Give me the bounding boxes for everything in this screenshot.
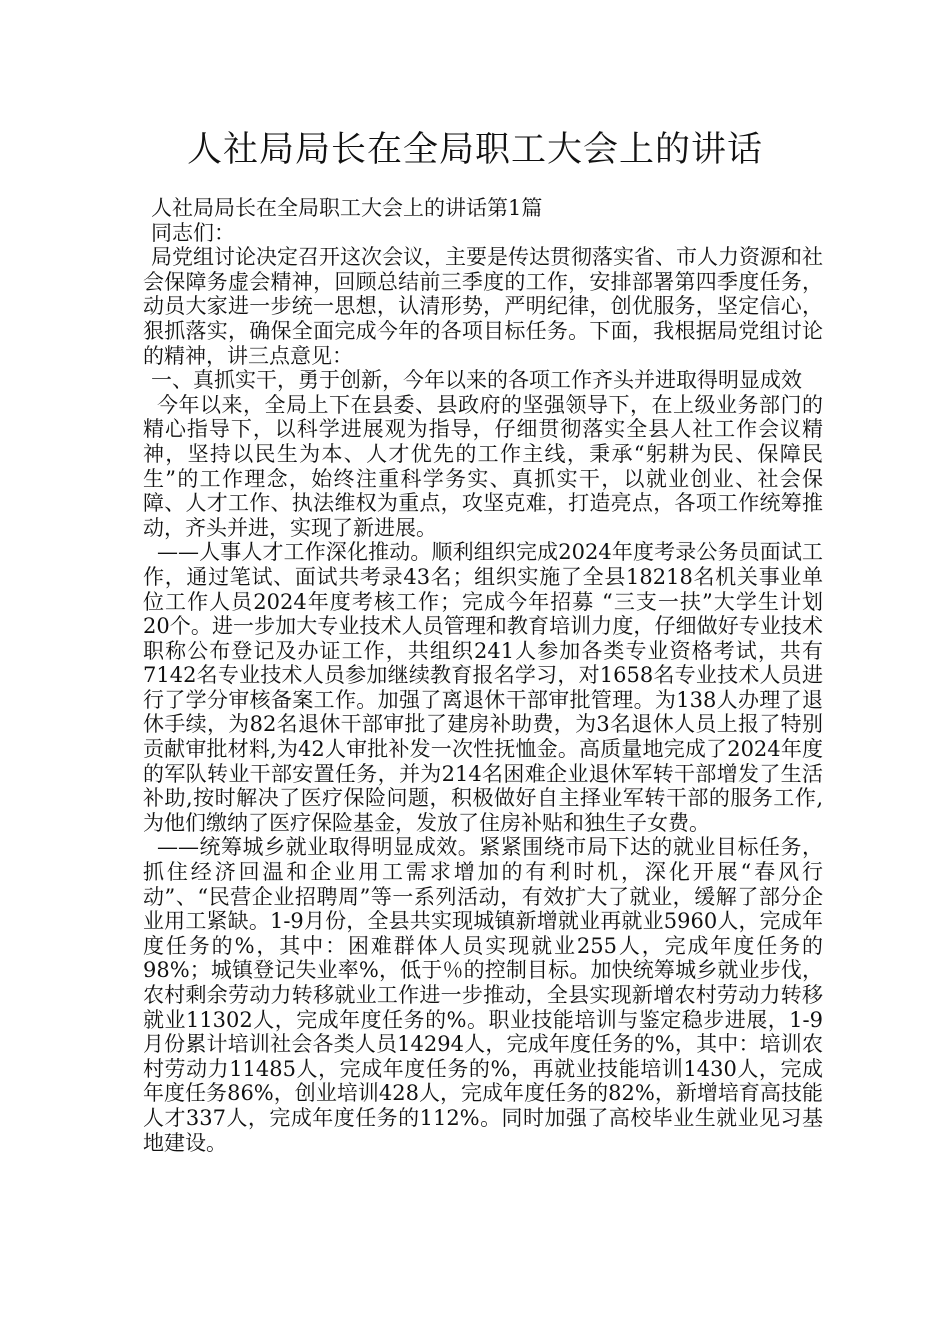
salutation: 同志们：	[151, 220, 235, 245]
heading-part-one: 一、真抓实干，勇于创新，今年以来的各项工作齐头并进取得明显成效	[151, 368, 802, 393]
document-body	[143, 196, 823, 1155]
paragraph-intro: 局党组讨论决定召开这次会议，主要是传达贯彻落实省、市人力资源和社会保障务虚会精神，回顾总结前三季度的工作，安排部署第四季度任务，动员大家进一步统一思想，认清形势，严明纪律，创优服务，坚定信心，狠抓落实，确保全面完成今年的各项目标任务。下面，我根据局党组讨论的精神，讲三点意见：	[143, 245, 823, 368]
paragraph-employment: ——统筹城乡就业取得明显成效。紧紧围绕市局下达的就业目标任务，抓住经济回温和企业用工需求增加的有利时机，深化开展“春风行动”、“民营企业招聘周”等一系列活动，有效扩大了就业，缓解了部分企业用工紧缺。1-9月份，全县共实现城镇新增就业再就业5960人，完成年度任务的%，其中：困难群体人员实现就业255人，完成年度任务的98%；城镇登记失业率%，低于％的控制目标。加快统筹城乡就业步伐，农村剩余劳动力转移就业工作进一步推动，全县实现新增农村劳动力转移就业11302人，完成年度任务的%。职业技能培训与鉴定稳步进展，1-9月份累计培训社会各类人员14294人，完成年度任务的%，其中：培训农村劳动力11485人，完成年度任务的%，再就业技能培训1430人，完成年度任务86%，创业培训428人，完成年度任务的82%，新增培育高技能人才337人，完成年度任务的112%。同时加强了高校毕业生就业见习基地建设。	[143, 835, 823, 1155]
section-heading: 人社局局长在全局职工大会上的讲话第1篇	[151, 196, 543, 220]
document-title: 人社局局长在全局职工大会上的讲话	[186, 130, 763, 170]
paragraph-overview: 今年以来，全局上下在县委、县政府的坚强领导下，在上级业务部门的精心指导下，以科学进展观为指导，仔细贯彻落实全县人社工作会议精神，坚持以民生为本、人才优先的工作主线，秉承“躬耕为民、保障民生”的工作理念，始终注重科学务实、真抓实干，以就业创业、社会保障、人才工作、执法维权为重点，攻坚克难，打造亮点，各项工作统筹推动，齐头并进，实现了新进展。	[143, 392, 823, 540]
paragraph-personnel: ——人事人才工作深化推动。顺利组织完成2024年度考录公务员面试工作，通过笔试、面试共考录43名；组织实施了全县18218名机关事业单位工作人员2024年度考核工作；完成今年招募 “三支一扶”大学生计划 20个。进一步加大专业技术人员管理和教育培训力度，仔细做好专业技术职称公布登记及办证工作，共组织241人参加各类专业资格考试，共有7142名专业技术人员参加继续教育报名学习，对1658名专业技术人员进行了学分审核备案工作。加强了离退休干部审批管理。为138人办理了退休手续，为82名退休干部审批了建房补助费，为3名退休人员上报了特别贡献审批材料,为42人审批补发一次性抚恤金。高质量地完成了2024年度的军队转业干部安置任务，并为214名困难企业退休军转干部增发了生活补助,按时解决了医疗保险问题，积极做好自主择业军转干部的服务工作,为他们缴纳了医疗保险基金，发放了住房补贴和独生子女费。	[143, 540, 823, 835]
